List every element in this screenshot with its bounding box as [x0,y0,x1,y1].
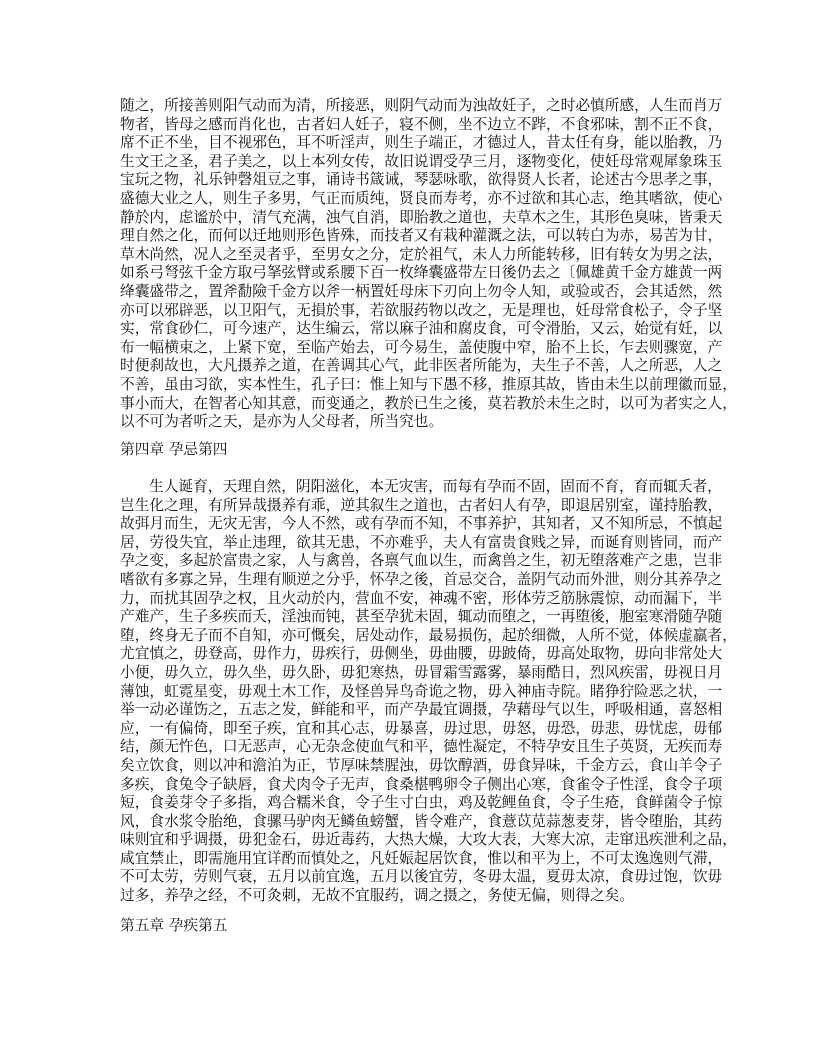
text-line: 草木尚然，况人之至灵者乎，至男女之分，定於祖气，未人力所能转移，旧有转女为男之法， [120,245,723,263]
text-line: 随之，所接善则阳气动而为清，所接恶，则阴气动而为浊故妊子，之时必慎所感，人生而肖万 [120,97,723,114]
text-line: 不可太劳，劳则气衰，五月以前宜逸，五月以後宜劳，冬毋太温，夏毋太凉，食毋过饱，饮毋 [120,868,723,886]
text-line: 力，而扰其固孕之权，且火动於内，营血不安，神魂不密，形体劳乏筋脉震惊，动而漏下，半 [120,589,723,607]
text-line: 咸宜禁止，即需施用宜详酌而慎处之，凡妊娠起居饮食，惟以和平为上，不可太逸逸则气滞， [120,849,723,867]
text-line: 薄蚀，虹霓星变，毋观土木工作，及怪兽异鸟奇诡之物，毋入神庙寺院。睹狰狞险恶之状，一 [120,682,723,700]
text-line: 亦可以邪辟恶，以卫阳气，无損於事，若欲服药物以改之，无是理也，妊母常食松子，令子坚 [120,301,723,319]
text-line: 嗜欲有多寡之异，生理有顺逆之分乎，怀孕之後，首忌交合，盖阴气动而外泄，则分其养孕之 [120,570,723,588]
text-line: 举一动必谨饬之，五志之发，鲜能和平，而产孕最宜调摄，孕藉母气以生，呼吸相通，喜怒相 [120,701,723,719]
paragraph-pregnancy-taboos [120,478,737,906]
text-line: 物者，皆母之感而肖化也，古者妇人妊子，寝不侧，坐不边立不跸，不食邪味，割不正不食， [120,115,723,133]
text-line: 结，颜无忤色，口无恶声，心无杂念使血气和平，德性凝定，不特孕安且生子英贤，无疾而寿 [120,738,723,756]
text-line: 不善，虽由习欲，实本性生，孔子曰：惟上知与下愚不移，推原其故，皆由未生以前理徽而显， [120,375,737,393]
text-line: 堕，终身无子而不自知，亦可慨矣，居处动作，最易损伤，起於细微，人所不觉，体候虚羸者， [120,626,737,644]
text-line: 宝玩之物，礼乐钟磬俎豆之事，诵诗书箴诫，琴瑟咏歌，欲得贤人长者，论述古今思孝之事， [120,171,723,189]
text-line: 时便刹故也，大凡摄养之道，在善调其心气，此非医者所能为，夫生子不善，人之所恶，人之 [120,357,723,375]
text-line: 生人诞育，天理自然，阴阳滋化，本无灾害，而每有孕而不固，固而不育，育而辄夭者， [149,478,722,495]
text-line: 居，劳役失宜，举止违理，欲其无患，不亦难乎，夫人有富贵食贱之异，而诞育则皆同，而产 [120,533,723,551]
chapter-heading-4: 第四章 孕忌第四 [120,441,228,458]
text-line: 味则宜和乎调摄，毋犯金石，毋近毒药，大热大燥，大攻大表，大寒大凉，走窜迅疾泄利之品， [120,831,737,849]
text-line: 如系弓弩弦千金方取弓拏弦臂或系腰下百一枚绛囊盛带左日後仍去之〔佩雄黄千金方雄黄一两 [120,264,723,282]
chapter-heading-5: 第五章 孕疾第五 [120,917,228,934]
text-line: 绛囊盛带之，置斧勫險千金方以斧一柄置妊母床下刃向上勿令人知，或验或否，会其适然，然 [120,282,723,300]
text-line: 短，食姜芽令子多指，鸡合糯米食，令子生寸白虫，鸡及乾鲤鱼食，令子生疮，食鲜菌令子惊 [120,794,723,812]
text-line: 过多，养孕之经，不可灸刺，无故不宜服药，调之摄之，务使无偏，则得之矣。 [120,887,635,905]
text-line: 产难产，生子多疾而夭，淫浊而钝，甚至孕犹未固，辄动而堕之，一再堕後，胞室寒滑随孕随 [120,608,723,626]
text-line: 故弭月而生，无灾无害，今人不然，或有孕而不知，不事养护，其知者，又不知所忌，不慎起 [120,515,723,533]
text-line: 孕之变，多起於富贵之家，人与禽兽，各禀气血以生，而禽兽之生，初无堕落难产之患，岂非 [120,552,723,570]
text-line: 尤宜慎之，毋登高，毋作力，毋疾行，毋侧坐，毋曲腰，毋跛倚，毋高处取物，毋向非常处大 [120,645,723,663]
text-line: 理自然之化，而何以迁地则形色皆殊，而技者又有栽种灌溉之法，可以转白为赤，易苦为甘， [120,227,723,245]
text-line: 小便，毋久立，毋久坐，毋久卧，毋犯寒热，毋冒霜雪露雾，暴雨酷日，烈风疾雷，毋视日月 [120,663,723,681]
text-line: 多疾，食兔令子缺唇，食犬肉令子无声，食桑椹鸭卵令子侧出心寒，食雀令子性淫，食令子项 [120,775,723,793]
paragraph-pregnancy-education [120,97,737,432]
text-line: 生文王之圣，君子美之，以上本列女传，故旧说谓受孕三月，逐物变化，使妊母常观犀象珠玉 [120,152,723,170]
text-line: 事小而大，在智者心知其意，而变通之，教於已生之後，莫若教於未生之时，以可为者实之人， [120,394,737,412]
text-line: 风，食水浆令胎绝，食骡马驴肉无鳞鱼螃蟹，皆令难产，食薏苡苋蒜葱麦芽，皆令堕胎，其药 [120,812,723,830]
text-line: 布一幅横束之，上紧下宽，至临产始去，可今易生，盖使腹中窄，胎不上长，乍去则骤宽，产 [120,338,723,356]
text-line: 盛德大业之人，则生子多男，气正而质纯，贤良而寿考，亦不过欲和其心志，绝其嗜欲，使心 [120,189,723,207]
text-line: 应，一有偏倚，即至子疾，宜和其心志，毋暴喜，毋过思，毋怒，毋恐，毋悲，毋忧虑，毋郁 [120,719,723,737]
text-line: 实，常食砂仁，可今速产，达生编云，常以麻子油和腐皮食，可令滑胎，又云，始觉有妊，以 [120,320,723,338]
text-line: 以不可为者听之天，是亦为人父母者，所当究也。 [120,413,444,431]
text-line: 静於内，虑谧於中，清气充满，浊气自消，即胎教之道也，夫草木之生，其形色臭味，皆秉天 [120,208,723,226]
text-line: 岂生化之理，有所异哉摄养有乖，逆其叙生之道也，古者妇人有孕，即退居别室，谨持胎教， [120,496,723,514]
text-line: 席不正不坐，目不视邪色，耳不听淫声，则生子端正，才德过人，昔太任有身，能以胎教，乃 [120,134,723,152]
text-line: 矣立饮食，则以冲和澹泊为正，节厚味禁腥浊，毋饮醇酒，毋食异味，千金方云，食山羊令子 [120,756,723,774]
